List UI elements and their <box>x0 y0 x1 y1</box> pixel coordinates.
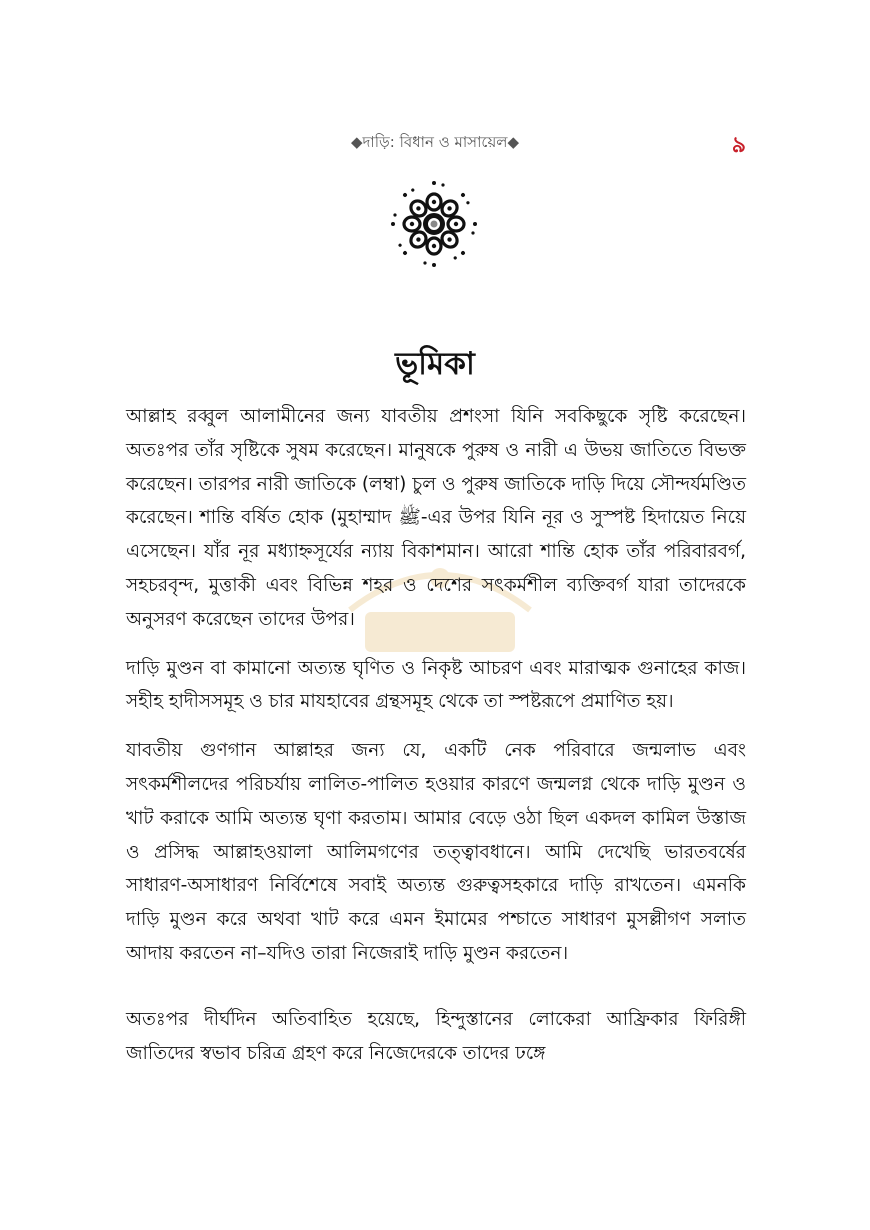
running-header: ◆দাড়ি: বিধান ও মাসায়েল◆ <box>350 133 520 151</box>
paragraph-1: আল্লাহ রব্বুল আলামীনের জন্য যাবতীয় প্রশংসা যিনি সবকিছুকে সৃষ্টি করেছেন। অতঃপর তাঁর সৃষ্টিকে সুষম করেছেন। মানুষকে পুরুষ ও নারী এ উভয় জাতিতে বিভক্ত করেছেন। তারপর নারী জাতিকে (লম্বা) চুল ও পুরুষ জাতিকে দাড়ি দিয়ে সৌন্দর্যমণ্ডিত করেছেন। শান্তি বর্ষিত হোক (মুহাম্মাদ ﷺ-এর উপর যিনি নূর ও সুস্পষ্ট হিদায়েত নিয়ে এসেছেন। যাঁর নূর মধ্যাহ্নসূর্যের ন্যায় বিকাশমান। আরো শান্তি হোক তাঁর পরিবারবর্গ, সহচরবৃন্দ, মুত্তাকী এবং বিভিন্ন শহর ও দেশের সৎকর্মশীল ব্যক্তিবর্গ যারা তাদেরকে অনুসরণ করেছেন তাদের উপর। <box>126 406 746 630</box>
paragraph-3: যাবতীয় গুণগান আল্লাহর জন্য যে, একটি নেক পরিবারে জন্মলাভ এবং সৎকর্মশীলদের পরিচর্যায় লালিত-পালিত হওয়ার কারণে জন্মলগ্ন থেকে দাড়ি মুণ্ডন ও খাট করাকে আমি অত্যন্ত ঘৃণা করতাম। আমার বেড়ে ওঠা ছিল একদল কামিল উস্তাজ ও প্রসিদ্ধ আল্লাহওয়ালা আলিমগণের তত্ত্বাবধানে। আমি দেখেছি ভারতবর্ষের সাধারণ-অসাধারণ নির্বিশেষে সবাই অত্যন্ত গুরুত্বসহকারে দাড়ি রাখতেন। এমনকি দাড়ি মুণ্ডন করে অথবা খাট করে এমন ইমামের পশ্চাতে সাধারণ মুসল্লীগণ সলাত আদায় করতেন না–যদিও তারা নিজেরাই দাড়ি মুণ্ডন করতেন। <box>126 740 746 964</box>
page-number: ৯ <box>731 133 746 158</box>
floral-mandala-icon <box>388 178 480 270</box>
paragraph-2: দাড়ি মুণ্ডন বা কামানো অত্যন্ত ঘৃণিত ও নিকৃষ্ট আচরণ এবং মারাত্মক গুনাহের কাজ। সহীহ হাদীসসমূহ ও চার মাযহাবের গ্রন্থসমূহ থেকে তা স্পষ্টরূপে প্রমাণিত হয়। <box>126 657 746 713</box>
body-text <box>126 400 746 1085</box>
chapter-title: ভূমিকা <box>395 346 475 382</box>
paragraph-4: অতঃপর দীর্ঘদিন অতিবাহিত হয়েছে, হিন্দুস্তানের লোকেরা আফ্রিকার ফিরিঙ্গী জাতিদের স্বভাব চরিত্র গ্রহণ করে নিজেদেরকে তাদের ঢঙ্গে <box>126 1008 746 1064</box>
